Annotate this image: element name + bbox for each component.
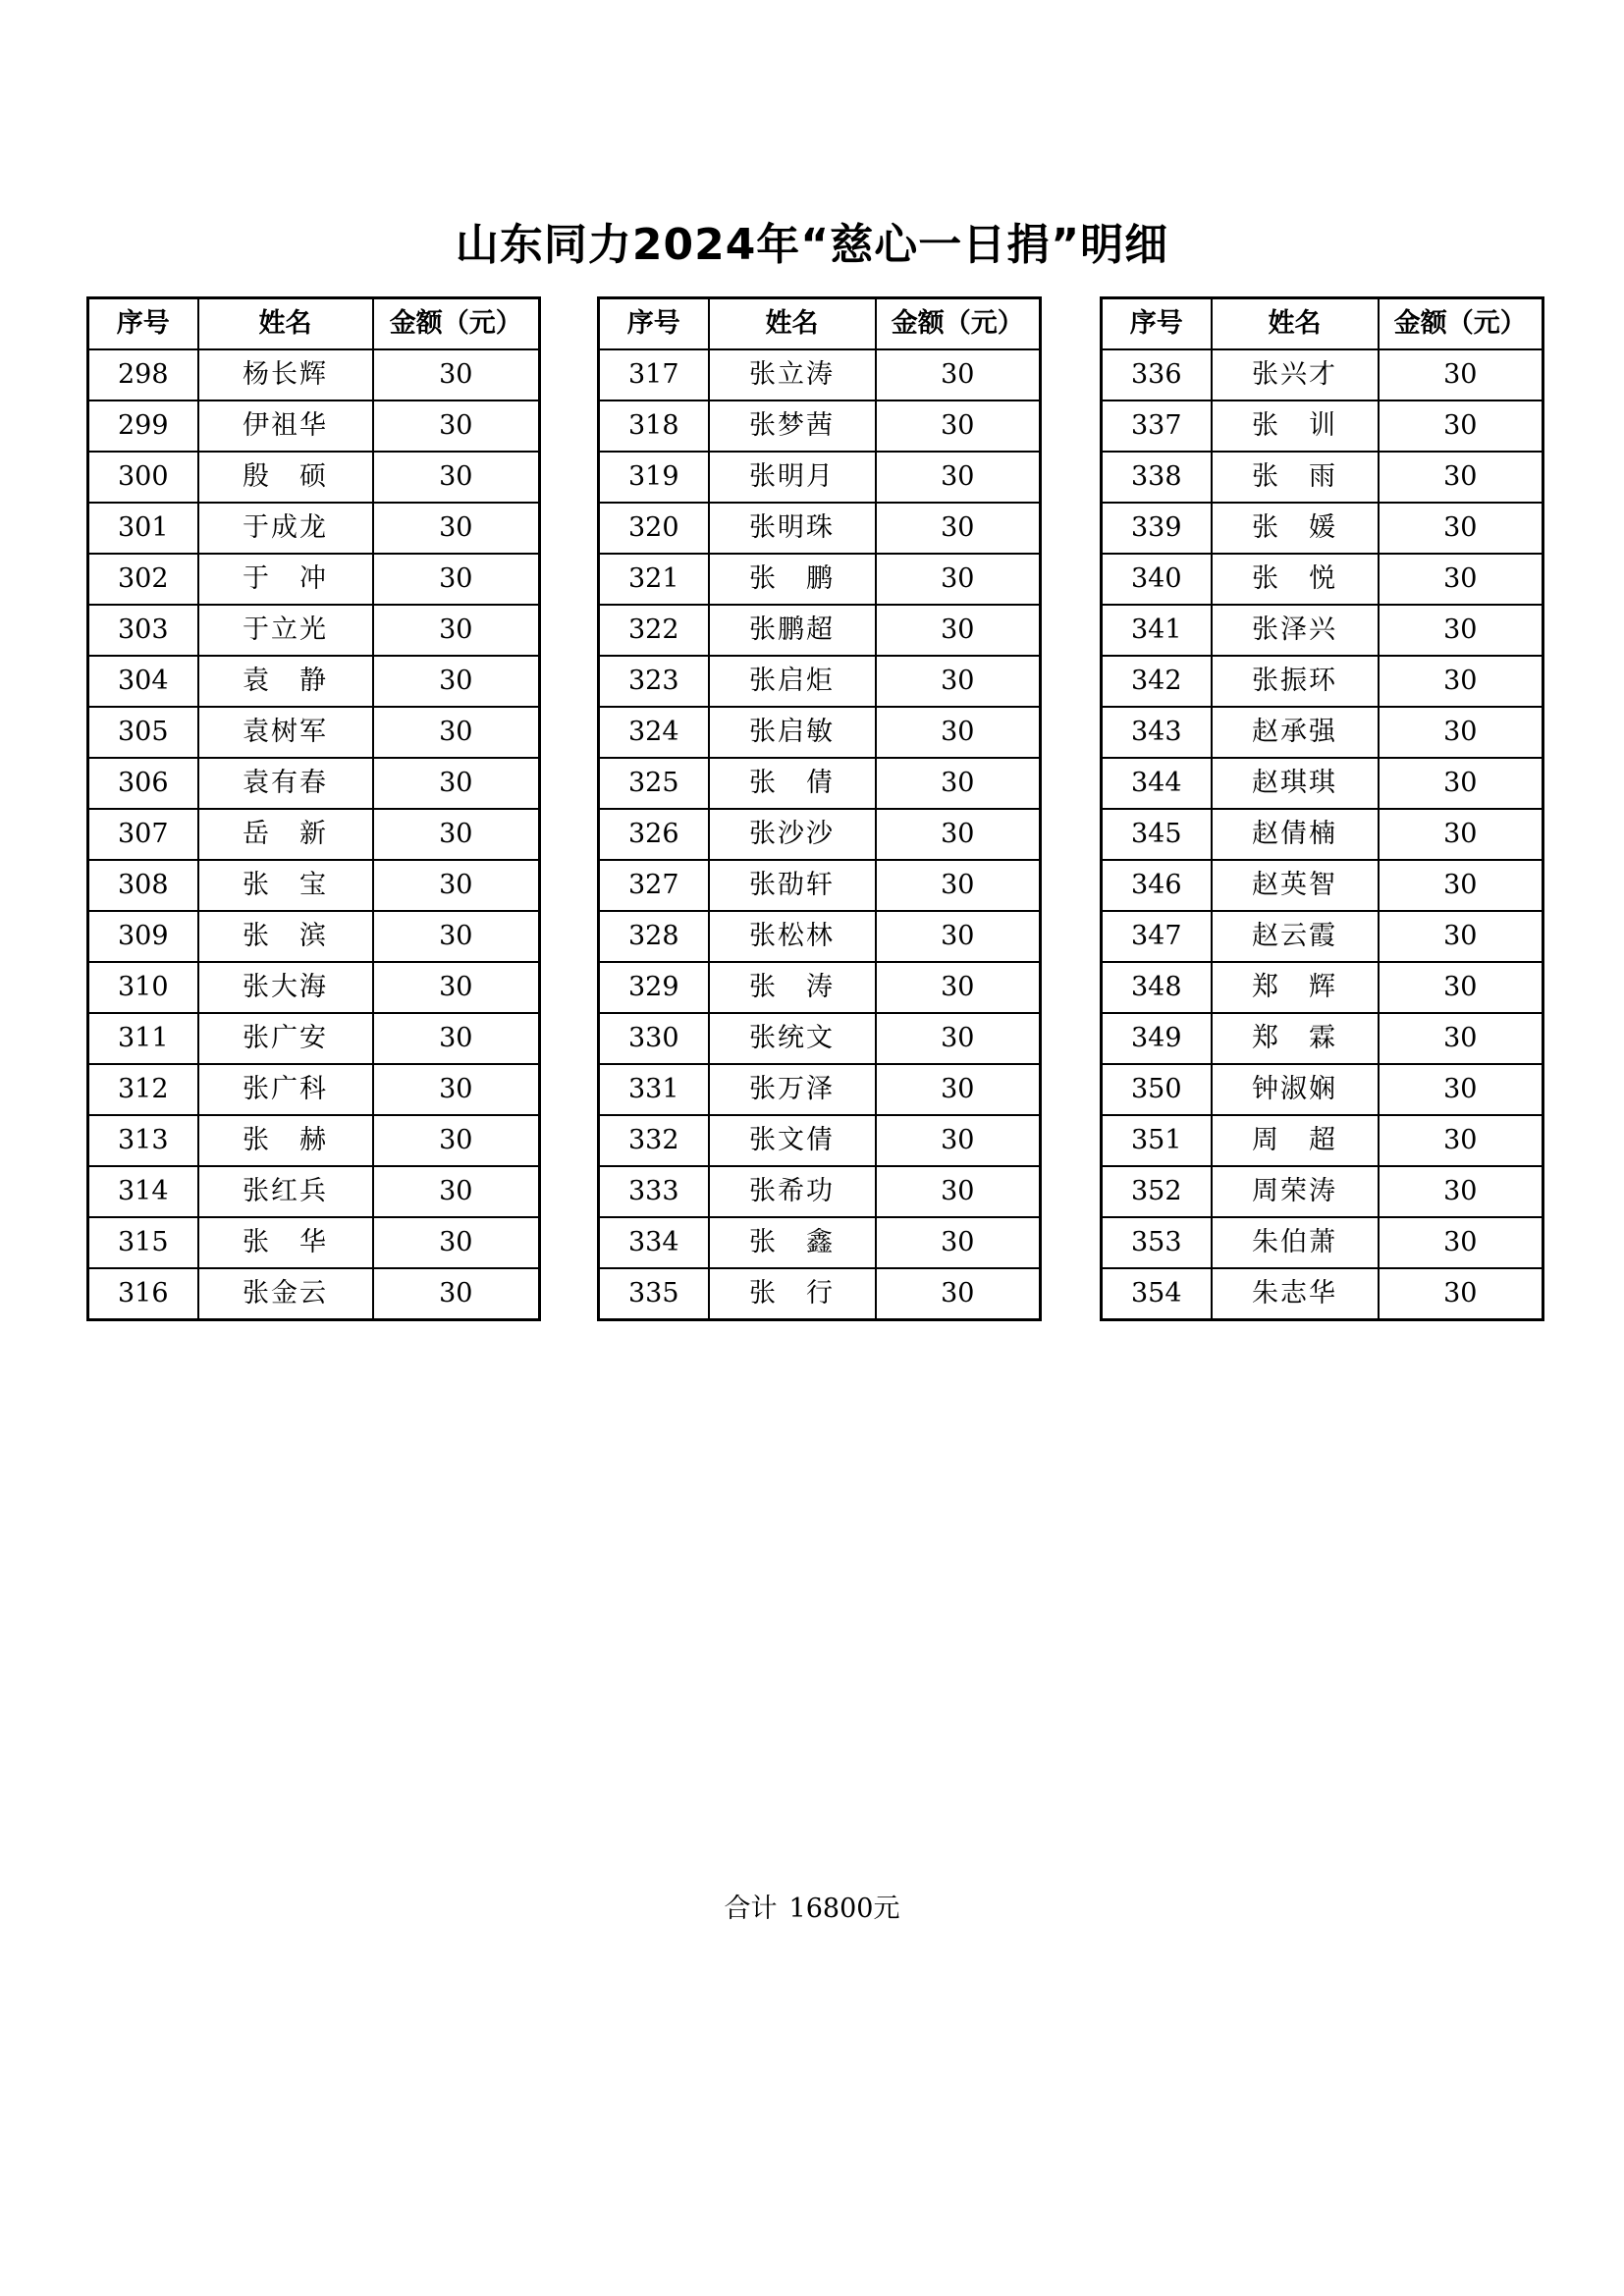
table-row — [1102, 1166, 1543, 1217]
row-name: 张启敏 — [709, 707, 876, 758]
row-amount: 30 — [373, 656, 540, 707]
row-amount: 30 — [876, 349, 1041, 400]
row-amount: 30 — [876, 758, 1041, 809]
row-amount: 30 — [876, 707, 1041, 758]
table-row — [1102, 758, 1543, 809]
table-row — [1102, 911, 1543, 962]
row-name: 张明月 — [709, 452, 876, 503]
row-name: 张梦茜 — [709, 400, 876, 452]
row-amount: 30 — [1379, 554, 1543, 605]
row-seq: 316 — [88, 1268, 198, 1320]
row-amount: 30 — [876, 503, 1041, 554]
row-seq: 303 — [88, 605, 198, 656]
table-row — [1102, 503, 1543, 554]
row-seq: 304 — [88, 656, 198, 707]
row-name: 于成龙 — [198, 503, 373, 554]
row-name: 张统文 — [709, 1013, 876, 1064]
row-seq: 332 — [599, 1115, 709, 1166]
row-name: 伊祖华 — [198, 400, 373, 452]
table-row — [1102, 707, 1543, 758]
table-row — [599, 349, 1041, 400]
row-amount: 30 — [876, 656, 1041, 707]
row-seq: 306 — [88, 758, 198, 809]
row-amount: 30 — [1379, 758, 1543, 809]
row-seq: 309 — [88, 911, 198, 962]
table-row — [88, 707, 540, 758]
row-seq: 353 — [1102, 1217, 1212, 1268]
row-seq: 327 — [599, 860, 709, 911]
table-header-row — [599, 298, 1041, 350]
row-name: 张 行 — [709, 1268, 876, 1320]
row-name: 张振环 — [1212, 656, 1379, 707]
row-name: 袁有春 — [198, 758, 373, 809]
header-seq: 序号 — [1102, 298, 1212, 350]
table-row — [599, 1064, 1041, 1115]
row-seq: 320 — [599, 503, 709, 554]
table-row — [88, 1115, 540, 1166]
row-seq: 343 — [1102, 707, 1212, 758]
row-seq: 345 — [1102, 809, 1212, 860]
header-seq: 序号 — [599, 298, 709, 350]
row-seq: 314 — [88, 1166, 198, 1217]
row-seq: 308 — [88, 860, 198, 911]
row-seq: 324 — [599, 707, 709, 758]
row-amount: 30 — [373, 1013, 540, 1064]
table-row — [88, 962, 540, 1013]
row-seq: 323 — [599, 656, 709, 707]
row-name: 张 滨 — [198, 911, 373, 962]
row-name: 赵英智 — [1212, 860, 1379, 911]
table-row — [1102, 400, 1543, 452]
row-amount: 30 — [373, 1166, 540, 1217]
row-amount: 30 — [876, 1013, 1041, 1064]
row-amount: 30 — [1379, 1013, 1543, 1064]
row-amount: 30 — [1379, 656, 1543, 707]
table-row — [599, 962, 1041, 1013]
table-row — [1102, 452, 1543, 503]
table-row — [88, 349, 540, 400]
row-seq: 340 — [1102, 554, 1212, 605]
row-amount: 30 — [1379, 1166, 1543, 1217]
row-seq: 337 — [1102, 400, 1212, 452]
row-amount: 30 — [373, 911, 540, 962]
row-name: 张广科 — [198, 1064, 373, 1115]
row-amount: 30 — [1379, 860, 1543, 911]
row-seq: 302 — [88, 554, 198, 605]
table-header-row — [88, 298, 540, 350]
row-name: 张 鑫 — [709, 1217, 876, 1268]
row-seq: 339 — [1102, 503, 1212, 554]
row-name: 张红兵 — [198, 1166, 373, 1217]
table-row — [88, 554, 540, 605]
row-seq: 334 — [599, 1217, 709, 1268]
table-row — [599, 1115, 1041, 1166]
row-amount: 30 — [1379, 452, 1543, 503]
row-amount: 30 — [373, 1064, 540, 1115]
row-name: 周荣涛 — [1212, 1166, 1379, 1217]
table-row — [88, 860, 540, 911]
table-row — [599, 707, 1041, 758]
row-name: 张沙沙 — [709, 809, 876, 860]
row-seq: 335 — [599, 1268, 709, 1320]
table-row — [1102, 656, 1543, 707]
row-seq: 342 — [1102, 656, 1212, 707]
table-row — [88, 1166, 540, 1217]
table-row — [599, 554, 1041, 605]
row-amount: 30 — [1379, 1268, 1543, 1320]
row-seq: 313 — [88, 1115, 198, 1166]
table-row — [88, 809, 540, 860]
table-row — [599, 809, 1041, 860]
row-name: 张希功 — [709, 1166, 876, 1217]
row-name: 张广安 — [198, 1013, 373, 1064]
row-name: 岳 新 — [198, 809, 373, 860]
row-name: 张 训 — [1212, 400, 1379, 452]
row-amount: 30 — [373, 503, 540, 554]
row-amount: 30 — [373, 809, 540, 860]
row-amount: 30 — [876, 605, 1041, 656]
table-row — [599, 503, 1041, 554]
row-name: 张 宝 — [198, 860, 373, 911]
donation-table-2 — [597, 296, 1042, 1321]
row-seq: 322 — [599, 605, 709, 656]
row-name: 钟淑娴 — [1212, 1064, 1379, 1115]
row-seq: 307 — [88, 809, 198, 860]
row-seq: 338 — [1102, 452, 1212, 503]
row-name: 张金云 — [198, 1268, 373, 1320]
row-seq: 326 — [599, 809, 709, 860]
table-row — [88, 911, 540, 962]
row-seq: 317 — [599, 349, 709, 400]
row-seq: 299 — [88, 400, 198, 452]
row-amount: 30 — [876, 1217, 1041, 1268]
table-row — [599, 1268, 1041, 1320]
row-amount: 30 — [876, 962, 1041, 1013]
table-row — [88, 452, 540, 503]
table-row — [599, 1217, 1041, 1268]
row-name: 赵琪琪 — [1212, 758, 1379, 809]
row-amount: 30 — [373, 349, 540, 400]
row-seq: 311 — [88, 1013, 198, 1064]
table-row — [1102, 349, 1543, 400]
table-row — [1102, 1217, 1543, 1268]
row-seq: 319 — [599, 452, 709, 503]
row-seq: 352 — [1102, 1166, 1212, 1217]
row-seq: 336 — [1102, 349, 1212, 400]
row-name: 朱伯萧 — [1212, 1217, 1379, 1268]
row-seq: 333 — [599, 1166, 709, 1217]
row-seq: 328 — [599, 911, 709, 962]
row-name: 赵倩楠 — [1212, 809, 1379, 860]
table-row — [599, 656, 1041, 707]
row-name: 张泽兴 — [1212, 605, 1379, 656]
row-seq: 348 — [1102, 962, 1212, 1013]
row-seq: 310 — [88, 962, 198, 1013]
row-seq: 329 — [599, 962, 709, 1013]
table-row — [1102, 962, 1543, 1013]
table-row — [88, 1064, 540, 1115]
header-seq: 序号 — [88, 298, 198, 350]
row-seq: 331 — [599, 1064, 709, 1115]
row-amount: 30 — [876, 860, 1041, 911]
row-seq: 318 — [599, 400, 709, 452]
page-title: 山东同力2024年“慈心一日捐”明细 — [455, 220, 1169, 270]
row-seq: 341 — [1102, 605, 1212, 656]
row-name: 张松林 — [709, 911, 876, 962]
row-name: 张大海 — [198, 962, 373, 1013]
row-amount: 30 — [1379, 349, 1543, 400]
row-amount: 30 — [876, 452, 1041, 503]
row-amount: 30 — [373, 605, 540, 656]
row-seq: 330 — [599, 1013, 709, 1064]
row-name: 赵云霞 — [1212, 911, 1379, 962]
row-name: 张文倩 — [709, 1115, 876, 1166]
table-row — [599, 452, 1041, 503]
row-amount: 30 — [876, 554, 1041, 605]
table-row — [1102, 554, 1543, 605]
header-amount: 金额（元） — [876, 298, 1041, 350]
row-name: 于立光 — [198, 605, 373, 656]
row-name: 张明珠 — [709, 503, 876, 554]
total-summary — [0, 1890, 1624, 1929]
header-amount: 金额（元） — [373, 298, 540, 350]
row-amount: 30 — [1379, 962, 1543, 1013]
row-seq: 351 — [1102, 1115, 1212, 1166]
row-amount: 30 — [1379, 503, 1543, 554]
row-seq: 305 — [88, 707, 198, 758]
row-seq: 346 — [1102, 860, 1212, 911]
row-seq: 354 — [1102, 1268, 1212, 1320]
table-row — [88, 400, 540, 452]
row-name: 赵承强 — [1212, 707, 1379, 758]
row-amount: 30 — [1379, 1217, 1543, 1268]
row-seq: 349 — [1102, 1013, 1212, 1064]
row-amount: 30 — [1379, 1115, 1543, 1166]
row-amount: 30 — [373, 1268, 540, 1320]
header-name: 姓名 — [1212, 298, 1379, 350]
row-seq: 300 — [88, 452, 198, 503]
row-amount: 30 — [1379, 911, 1543, 962]
row-amount: 30 — [373, 452, 540, 503]
row-amount: 30 — [876, 1115, 1041, 1166]
donation-table-1 — [86, 296, 541, 1321]
row-amount: 30 — [373, 1115, 540, 1166]
table-row — [88, 605, 540, 656]
row-name: 张鹏超 — [709, 605, 876, 656]
row-name: 袁 静 — [198, 656, 373, 707]
row-amount: 30 — [876, 1064, 1041, 1115]
row-name: 张万泽 — [709, 1064, 876, 1115]
row-name: 张 倩 — [709, 758, 876, 809]
row-amount: 30 — [1379, 707, 1543, 758]
row-seq: 325 — [599, 758, 709, 809]
row-name: 张 雨 — [1212, 452, 1379, 503]
table-row — [88, 1013, 540, 1064]
table-row — [599, 758, 1041, 809]
table-row — [1102, 1115, 1543, 1166]
row-amount: 30 — [373, 962, 540, 1013]
row-name: 周 超 — [1212, 1115, 1379, 1166]
row-name: 殷 硕 — [198, 452, 373, 503]
row-name: 张 涛 — [709, 962, 876, 1013]
row-amount: 30 — [876, 911, 1041, 962]
row-amount: 30 — [876, 1166, 1041, 1217]
row-name: 张兴才 — [1212, 349, 1379, 400]
table-row — [599, 911, 1041, 962]
table-row — [1102, 1268, 1543, 1320]
table-row — [1102, 1013, 1543, 1064]
row-name: 郑 辉 — [1212, 962, 1379, 1013]
table-row — [1102, 860, 1543, 911]
row-name: 袁树军 — [198, 707, 373, 758]
header-amount: 金额（元） — [1379, 298, 1543, 350]
row-amount: 30 — [876, 809, 1041, 860]
row-seq: 301 — [88, 503, 198, 554]
row-name: 张 悦 — [1212, 554, 1379, 605]
total-value: 16800元 — [788, 1894, 900, 1924]
row-amount: 30 — [1379, 400, 1543, 452]
row-name: 张 鹏 — [709, 554, 876, 605]
table-row — [599, 860, 1041, 911]
row-amount: 30 — [373, 400, 540, 452]
row-name: 张 媛 — [1212, 503, 1379, 554]
table-header-row — [1102, 298, 1543, 350]
header-name: 姓名 — [198, 298, 373, 350]
row-name: 张启炬 — [709, 656, 876, 707]
row-seq: 321 — [599, 554, 709, 605]
row-seq: 350 — [1102, 1064, 1212, 1115]
row-name: 朱志华 — [1212, 1268, 1379, 1320]
table-row — [1102, 809, 1543, 860]
total-label: 合计 — [724, 1894, 778, 1924]
row-amount: 30 — [1379, 605, 1543, 656]
table-row — [599, 400, 1041, 452]
row-seq: 344 — [1102, 758, 1212, 809]
table-row — [88, 758, 540, 809]
row-amount: 30 — [373, 758, 540, 809]
table-row — [88, 656, 540, 707]
donation-table-3 — [1100, 296, 1544, 1321]
row-name: 于 冲 — [198, 554, 373, 605]
table-row — [1102, 1064, 1543, 1115]
table-row — [88, 1217, 540, 1268]
row-amount: 30 — [373, 1217, 540, 1268]
table-row — [1102, 605, 1543, 656]
row-amount: 30 — [1379, 1064, 1543, 1115]
table-row — [88, 1268, 540, 1320]
row-name: 张立涛 — [709, 349, 876, 400]
table-row — [599, 1166, 1041, 1217]
row-amount: 30 — [373, 860, 540, 911]
row-amount: 30 — [876, 400, 1041, 452]
row-seq: 315 — [88, 1217, 198, 1268]
row-name: 郑 霖 — [1212, 1013, 1379, 1064]
row-amount: 30 — [373, 554, 540, 605]
row-seq: 298 — [88, 349, 198, 400]
row-name: 杨长辉 — [198, 349, 373, 400]
row-name: 张 华 — [198, 1217, 373, 1268]
row-amount: 30 — [1379, 809, 1543, 860]
row-name: 张劭轩 — [709, 860, 876, 911]
row-amount: 30 — [876, 1268, 1041, 1320]
table-row — [88, 503, 540, 554]
row-seq: 347 — [1102, 911, 1212, 962]
table-row — [599, 605, 1041, 656]
row-amount: 30 — [373, 707, 540, 758]
table-row — [599, 1013, 1041, 1064]
row-name: 张 赫 — [198, 1115, 373, 1166]
row-seq: 312 — [88, 1064, 198, 1115]
header-name: 姓名 — [709, 298, 876, 350]
